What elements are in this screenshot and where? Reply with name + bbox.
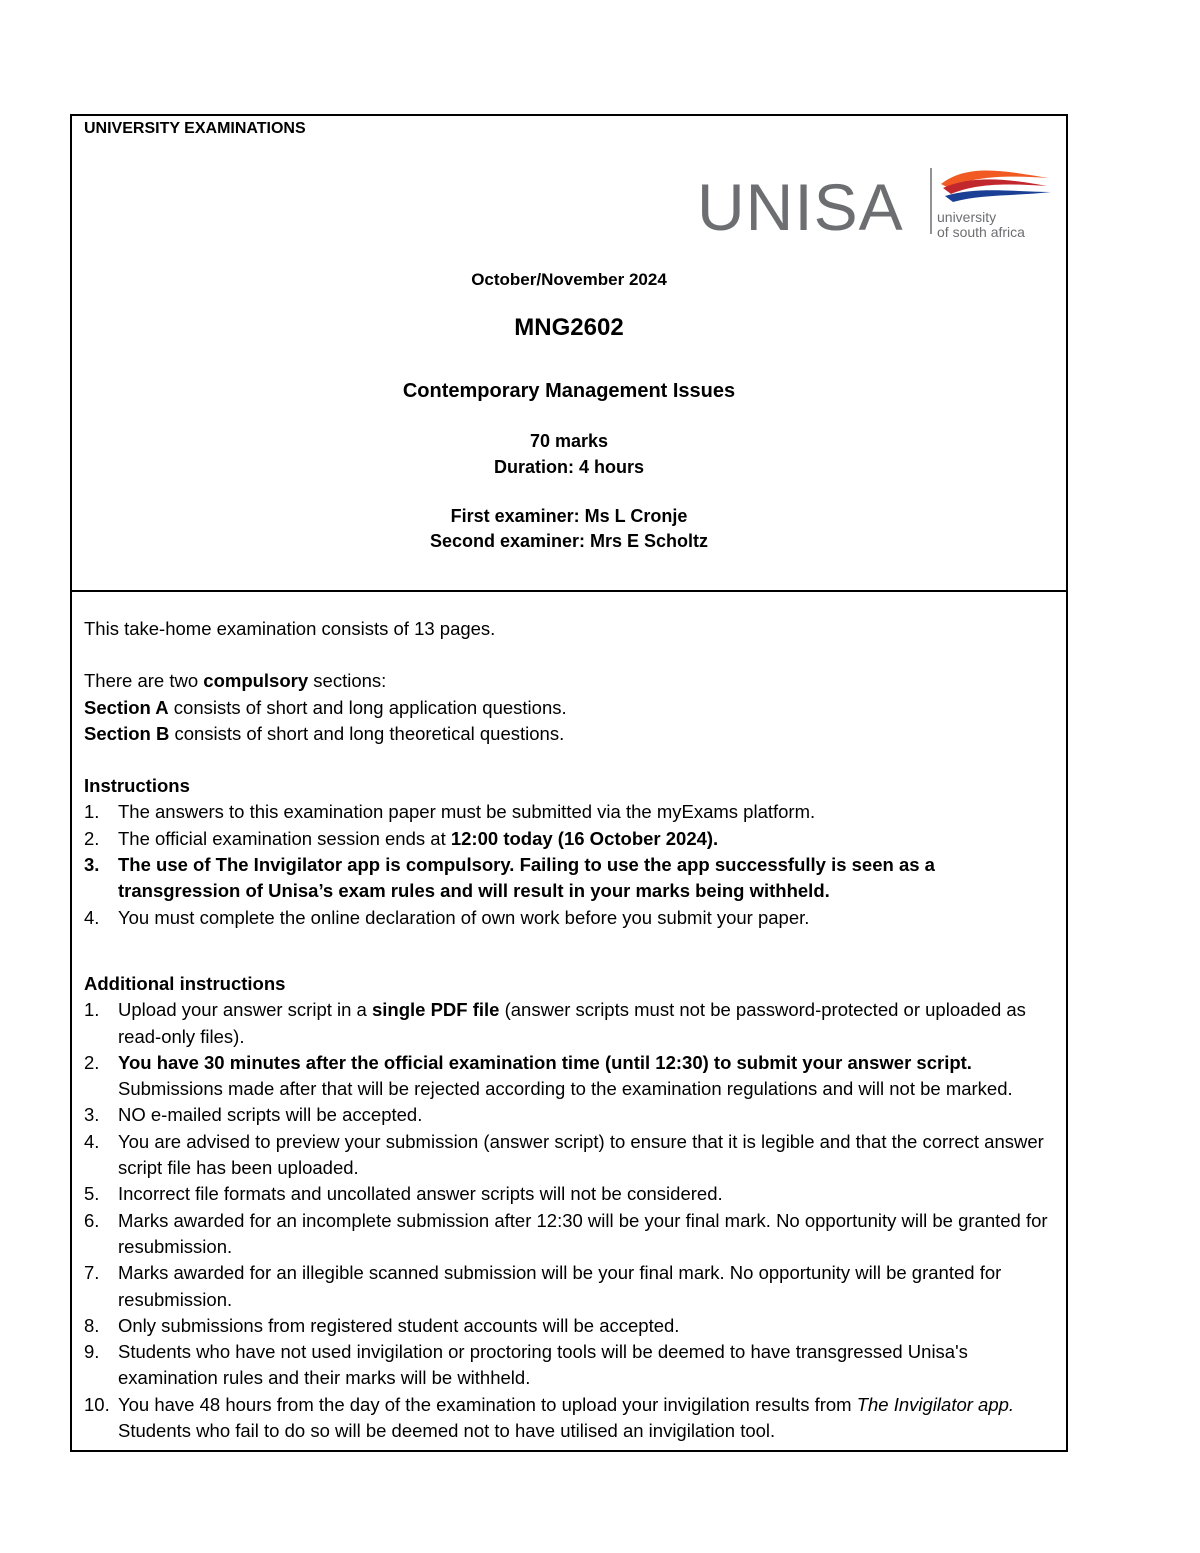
list-item: 6. Marks awarded for an incomplete submission after 12:30 will be your final mark. No opportunity will be granted for resubmission. [84, 1209, 1048, 1257]
second-examiner: Second examiner: Mrs E Scholtz [429, 531, 709, 551]
list-item: 1. Upload your answer script in a single PDF file (answer scripts must not be password-protected or uploaded as read-only files). [84, 999, 1026, 1047]
university-examinations-heading: UNIVERSITY EXAMINATIONS [84, 120, 306, 137]
list-item: 4. You must complete the online declaration of own work before you submit your paper. [84, 906, 810, 928]
list-item: 9. Students who have not used invigilation or proctoring tools will be deemed to have transgressed Unisa's examination rules and their marks will be withheld. [84, 1341, 968, 1389]
first-examiner: First examiner: Ms L Cronje [450, 506, 688, 526]
list-item: 3. NO e-mailed scripts will be accepted. [84, 1104, 423, 1126]
list-item: 10. You have 48 hours from the day of the examination to upload your invigilation results from The Invigilator app. Students who fail to do so will be deemed not to have utilised an invigilation tool. [84, 1393, 1015, 1442]
list-item: 2. You have 30 minutes after the official examination time (until 12:30) to submit your answer script. Submissions made after that will be rejected according to the examination regulations and will not be marked. [84, 1051, 1013, 1100]
additional-instructions-heading: Additional instructions [84, 972, 286, 994]
sections-line: There are two compulsory sections: [84, 670, 387, 692]
instructions-heading: Instructions [84, 775, 190, 797]
unisa-logo-subtitle: university of south africa [937, 209, 1025, 240]
list-item: 3. The use of The Invigilator app is compulsory. Failing to use the app successfully is seen as a transgression of Unisa’s exam rules and will result in your marks being withheld. [84, 854, 935, 902]
cover-instructions-box [72, 592, 1066, 1450]
list-item: 5. Incorrect file formats and uncollated answer scripts will not be considered. [84, 1183, 723, 1205]
list-item: 4. You are advised to preview your submission (answer script) to ensure that it is legible and that the correct answer script file has been uploaded. [84, 1130, 1044, 1179]
list-item: 1. The answers to this examination paper must be submitted via the myExams platform. [84, 801, 816, 823]
list-item: 2. The official examination session ends at 12:00 today (16 October 2024). [84, 827, 719, 849]
total-marks: 70 marks [529, 431, 609, 451]
section-a-line: Section A consists of short and long application questions. [84, 696, 567, 718]
list-item: 8. Only submissions from registered student accounts will be accepted. [84, 1314, 680, 1336]
exam-session: October/November 2024 [471, 270, 667, 289]
unisa-logo-wordmark: UNISA [697, 170, 904, 244]
exam-duration: Duration: 4 hours [493, 457, 644, 477]
instructions-list [84, 799, 1054, 930]
module-title: Contemporary Management Issues [402, 380, 736, 402]
section-b-line: Section B consists of short and long theoretical questions. [84, 722, 565, 744]
unisa-logo [697, 166, 1057, 246]
exam-cover-sheet [70, 114, 1068, 1452]
cover-header-box [72, 116, 1066, 592]
module-code: MNG2602 [514, 314, 624, 341]
additional-instructions-list [84, 997, 1054, 1444]
page-count-line: This take-home examination consists of 13 pages. [84, 618, 496, 639]
list-item: 7. Marks awarded for an illegible scanned submission will be your final mark. No opportunity will be granted for resubmission. [84, 1262, 1002, 1310]
